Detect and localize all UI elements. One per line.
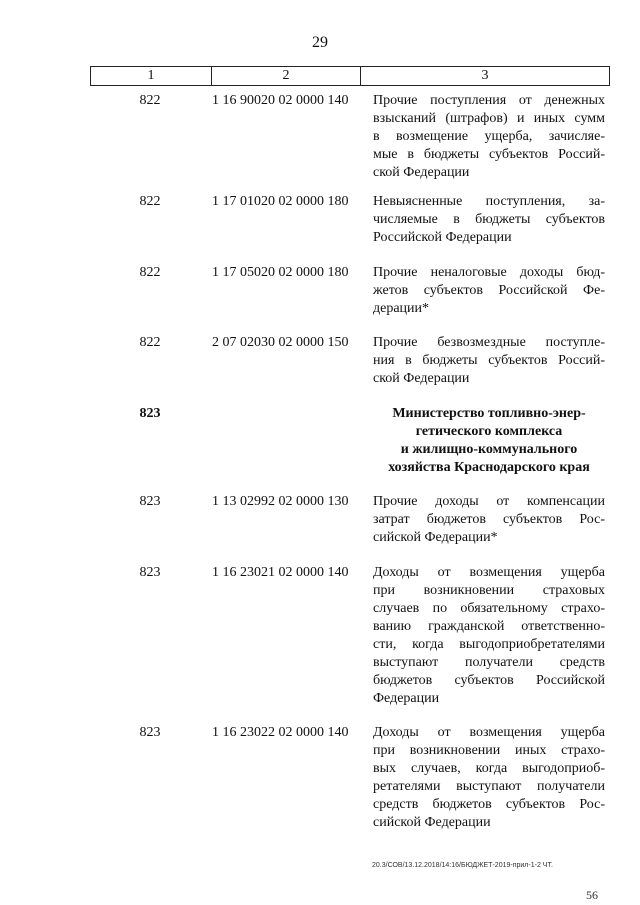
ministry-title-line: и жилищно-коммунального — [400, 442, 578, 457]
revenue-description — [373, 193, 605, 247]
description-line: Прочие безвозмездные поступле- — [373, 335, 605, 350]
column-header-3: 3 — [481, 68, 489, 83]
column-header-2: 2 — [212, 67, 361, 85]
admin-code: 823 — [139, 725, 161, 740]
admin-code: 822 — [139, 335, 161, 350]
admin-code: 822 — [139, 93, 161, 108]
page-number: 29 — [312, 34, 328, 51]
table-header — [90, 66, 610, 86]
description-line: при возникновении страховых — [373, 583, 605, 598]
description-line: Доходы от возмещения ущерба — [373, 565, 605, 580]
revenue-description — [373, 493, 605, 547]
revenue-code: 2 07 02030 02 0000 150 — [212, 335, 349, 350]
document-footer: 20.3/СОВ/13.12.2018/14:16/БЮДЖЕТ-2019-прил-1-2 ЧТ. — [372, 862, 553, 869]
admin-code: 823 — [139, 406, 161, 421]
admin-code: 823 — [139, 565, 161, 580]
revenue-code: 1 16 90020 02 0000 140 — [212, 93, 349, 108]
revenue-code: 1 17 05020 02 0000 180 — [212, 265, 349, 280]
description-line: Федерации — [373, 691, 440, 706]
description-line: выступают получатели средств — [373, 655, 605, 670]
description-line: при возникновении иных страхо- — [373, 743, 605, 758]
description-line: Прочие поступления от денежных — [373, 93, 605, 108]
ministry-title-line: гетического комплекса — [415, 424, 563, 439]
revenue-code: 1 16 23021 02 0000 140 — [212, 565, 349, 580]
ministry-title-line: Министерство топливно-энер- — [392, 406, 586, 421]
description-line: Прочие неналоговые доходы бюд- — [373, 265, 605, 280]
description-line: дерации* — [373, 301, 430, 316]
column-header-1: 1 — [91, 67, 212, 85]
revenue-description — [373, 334, 605, 388]
description-line: средств бюджетов субъектов Рос- — [373, 797, 605, 812]
description-line: ской Федерации — [373, 371, 470, 386]
description-line: бюджетов субъектов Российской — [373, 673, 605, 688]
description-line: жетов субъектов Российской Фе- — [373, 283, 605, 298]
description-line: ретателями выступают получатели — [373, 779, 605, 794]
admin-code: 822 — [139, 265, 161, 280]
description-line: сти, когда выгодоприобретателями — [373, 637, 605, 652]
description-line: ванию гражданской ответственно- — [373, 619, 605, 634]
description-line: мые в бюджеты субъектов Россий- — [373, 147, 605, 162]
revenue-description — [373, 264, 605, 318]
description-line: взысканий (штрафов) и иных сумм — [373, 111, 605, 126]
description-line: ской Федерации — [373, 165, 470, 180]
description-line: сийской Федерации — [373, 815, 491, 830]
description-line: Российской Федерации — [373, 230, 512, 245]
revenue-code: 1 17 01020 02 0000 180 — [212, 194, 349, 209]
description-line: затрат бюджетов субъектов Рос- — [373, 512, 605, 527]
revenue-description — [373, 92, 605, 182]
description-line: Прочие доходы от компенсации — [373, 494, 605, 509]
revenue-code: 1 13 02992 02 0000 130 — [212, 494, 349, 509]
revenue-description — [373, 724, 605, 832]
description-line: вых случаев, когда выгодоприоб- — [373, 761, 605, 776]
ministry-title-line: хозяйства Краснодарского края — [388, 460, 590, 475]
corner-mark: 56 — [586, 888, 598, 902]
ministry-title — [373, 405, 605, 477]
admin-code: 823 — [139, 494, 161, 509]
description-line: Невыясненные поступления, за- — [373, 194, 605, 209]
description-line: сийской Федерации* — [373, 530, 498, 545]
description-line: в возмещение ущерба, зачисляе- — [373, 129, 605, 144]
revenue-description — [373, 564, 605, 708]
description-line: ния в бюджеты субъектов Россий- — [373, 353, 605, 368]
admin-code: 822 — [139, 194, 161, 209]
revenue-code: 1 16 23022 02 0000 140 — [212, 725, 349, 740]
description-line: случаев по обязательному страхо- — [373, 601, 605, 616]
description-line: Доходы от возмещения ущерба — [373, 725, 605, 740]
description-line: числяемые в бюджеты субъектов — [373, 212, 605, 227]
